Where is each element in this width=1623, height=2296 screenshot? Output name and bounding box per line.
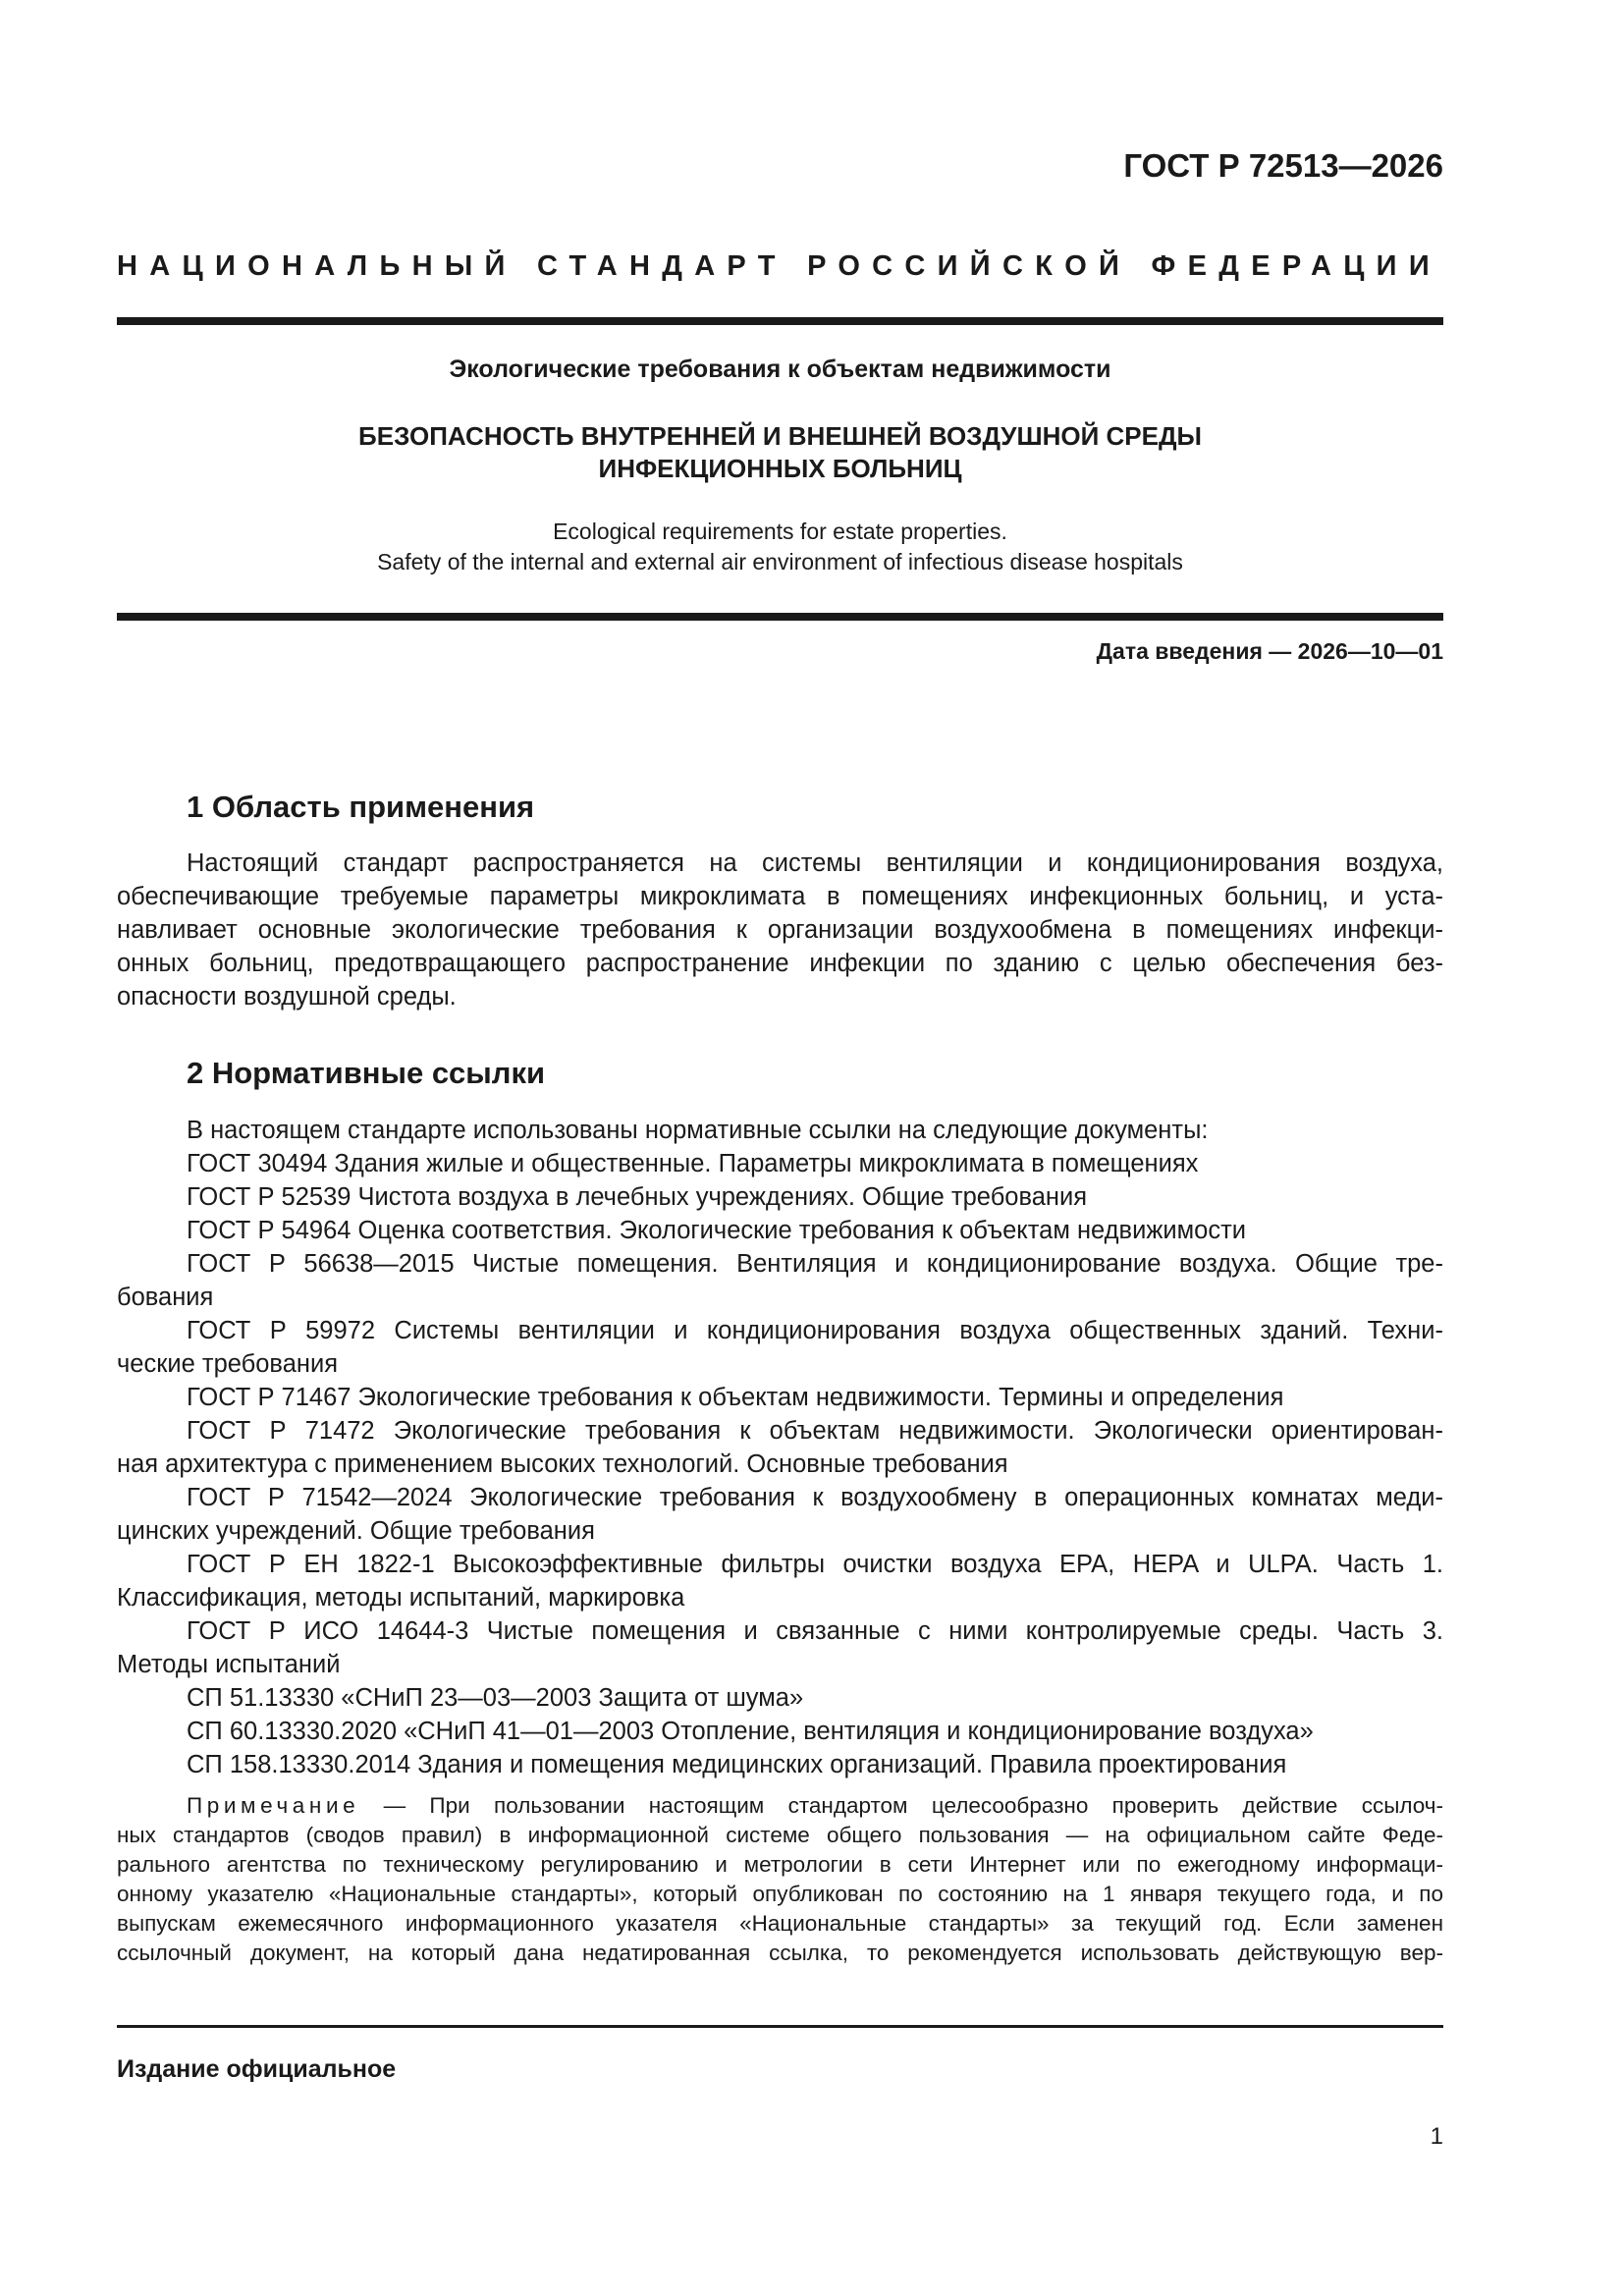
official-edition-label: Издание официальное (117, 2055, 397, 2083)
paragraph-line: Настоящий стандарт распространяется на системы вентиляции и кондиционирования воздуха, (187, 849, 1443, 877)
reference-item: ГОСТ 30494 Здания жилые и общественные. Параметры микроклимата в помещениях (187, 1150, 1199, 1177)
reference-item-continuation: ная архитектура с применением высоких технологий. Основные требования (117, 1450, 1008, 1478)
reference-item: ГОСТ Р 71542—2024 Экологические требования к воздухообмену в операционных комнатах меди- (187, 1484, 1443, 1511)
top-divider (117, 317, 1443, 325)
reference-item-continuation: Классификация, методы испытаний, маркировка (117, 1584, 685, 1612)
reference-item-continuation: цинских учреждений. Общие требования (117, 1517, 595, 1545)
national-standard-banner: НАЦИОНАЛЬНЫЙ СТАНДАРТ РОССИЙСКОЙ ФЕДЕРАЦИИ (117, 250, 1441, 282)
title-divider (117, 613, 1443, 621)
note-line: рального агентства по техническому регулированию и метрологии в сети Интернет или по ежегодному информаци- (117, 1852, 1443, 1877)
note-text: — При пользовании настоящим стандартом целесообразно проверить действие ссылоч- (359, 1793, 1443, 1818)
reference-item: ГОСТ Р ИСО 14644-3 Чистые помещения и связанные с ними контролируемые среды. Часть 3. (187, 1617, 1443, 1645)
normative-references-list (117, 1114, 1443, 1781)
document-code: ГОСТ Р 72513—2026 (1123, 147, 1443, 184)
paragraph-line: онных больниц, предотвращающего распространение инфекции по зданию с целью обеспечения без- (117, 950, 1443, 977)
reference-item: ГОСТ Р 54964 Оценка соответствия. Экологические требования к объектам недвижимости (187, 1217, 1247, 1244)
main-title-line: ИНФЕКЦИОННЫХ БОЛЬНИЦ (598, 454, 962, 483)
references-intro: В настоящем стандарте использованы нормативные ссылки на следующие документы: (187, 1117, 1209, 1144)
reference-item: СП 158.13330.2014 Здания и помещения медицинских организаций. Правила проектирования (187, 1751, 1287, 1778)
reference-item: СП 60.13330.2020 «СНиП 41—01—2003 Отопление, вентиляция и кондиционирование воздуха» (187, 1718, 1314, 1745)
note-line (117, 1791, 1443, 1821)
reference-item: ГОСТ Р ЕН 1822-1 Высокоэффективные фильтры очистки воздуха EPA, HEPA и ULPA. Часть 1. (187, 1551, 1443, 1578)
reference-item: ГОСТ Р 59972 Системы вентиляции и кондиционирования воздуха общественных зданий. Техни- (187, 1317, 1443, 1344)
note-line: онному указателю «Национальные стандарты», который опубликован по состоянию на 1 января текущего года, и по (117, 1882, 1443, 1906)
note-line: ных стандартов (сводов правил) в информационной системе общего пользования — на официальном сайте Феде- (117, 1823, 1443, 1847)
paragraph-line: навливает основные экологические требования к организации воздухообмена в помещениях инфекци- (117, 916, 1443, 944)
reference-item: ГОСТ Р 56638—2015 Чистые помещения. Вентиляция и кондиционирование воздуха. Общие тре- (187, 1250, 1443, 1278)
standard-series-title: Экологические требования к объектам недвижимости (449, 355, 1111, 383)
introduction-date: Дата введения — 2026—10—01 (1096, 638, 1443, 664)
english-title-line: Safety of the internal and external air environment of infectious disease hospitals (377, 549, 1183, 574)
note-label: Примечание (187, 1793, 360, 1818)
section-1-heading: 1 Область применения (187, 790, 535, 824)
note-line: ссылочный документ, на который дана недатированная ссылка, то рекомендуется использовать действующую вер- (117, 1941, 1443, 1965)
reference-item-continuation: ческие требования (117, 1350, 339, 1378)
page-number: 1 (1430, 2123, 1443, 2150)
paragraph-line: обеспечивающие требуемые параметры микроклимата в помещениях инфекционных больниц, и уста- (117, 883, 1443, 910)
reference-item: ГОСТ Р 52539 Чистота воздуха в лечебных учреждениях. Общие требования (187, 1183, 1088, 1211)
note-line: выпускам ежемесячного информационного указателя «Национальные стандарты» за текущий год. Если заменен (117, 1911, 1443, 1936)
main-title-line: БЕЗОПАСНОСТЬ ВНУТРЕННЕЙ И ВНЕШНЕЙ ВОЗДУШНОЙ СРЕДЫ (358, 421, 1202, 451)
reference-item: ГОСТ Р 71472 Экологические требования к объектам недвижимости. Экологически ориентирован- (187, 1417, 1443, 1445)
english-title-line: Ecological requirements for estate properties. (553, 519, 1007, 544)
reference-item-continuation: Методы испытаний (117, 1651, 341, 1678)
footer-divider (117, 2025, 1443, 2028)
section-2-heading: 2 Нормативные ссылки (187, 1056, 546, 1090)
paragraph-line: опасности воздушной среды. (117, 983, 457, 1011)
section-1-body (117, 847, 1443, 1013)
references-note (117, 1791, 1443, 1968)
english-title (117, 517, 1443, 577)
reference-item: СП 51.13330 «СНиП 23—03—2003 Защита от шума» (187, 1684, 804, 1712)
main-title (117, 420, 1443, 485)
reference-item: ГОСТ Р 71467 Экологические требования к объектам недвижимости. Термины и определения (187, 1384, 1284, 1411)
reference-item-continuation: бования (117, 1284, 214, 1311)
